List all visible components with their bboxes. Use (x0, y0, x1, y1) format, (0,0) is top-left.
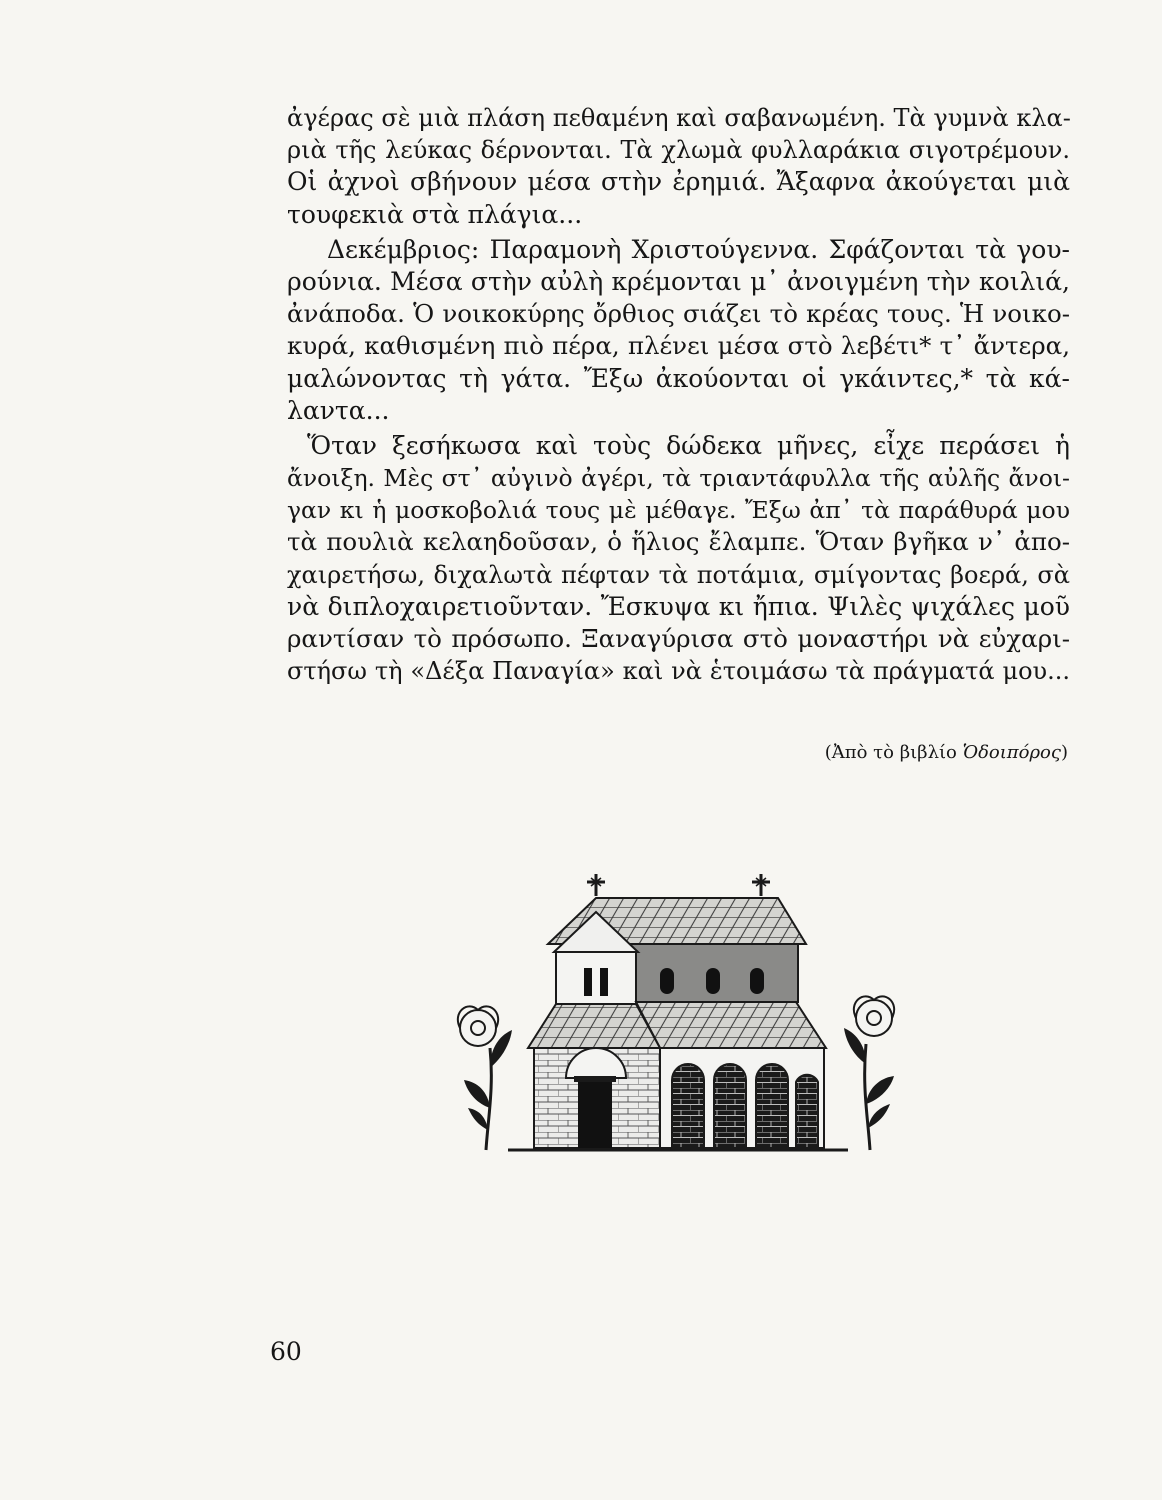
page-number: 60 (270, 1337, 302, 1366)
flower-icon (458, 1006, 512, 1150)
text-line: στήσω τὴ «Δέξα Παναγία» καὶ νὰ ἑτοιμάσω τὰ πράγματά μου... (287, 657, 1070, 686)
text-line: ἄνοιξη. Μὲς στ᾽ αὐγινὸ ἀγέρι, τὰ τριαντάφυλλα τῆς αὐλῆς ἄνοι- (287, 464, 1070, 493)
text-line: Οἱ ἀχνοὶ σβήνουν μέσα στὴν ἐρημιά. Ἄξαφνα ἀκούγεται μιὰ (287, 167, 1070, 197)
text-line: γαν κι ἡ μοσκοβολιά τους μὲ μέθαγε. Ἔξω ἀπ᾽ τὰ παράθυρά μου (287, 496, 1070, 525)
cross-icon (752, 874, 770, 896)
source-suffix: ) (1060, 742, 1068, 763)
source-prefix: (Ἀπὸ τὸ βιβλίο (824, 742, 963, 763)
text-line: κυρά, καθισμένη πιὸ πέρα, πλένει μέσα στὸ λεβέτι* τ᾽ ἄντερα, (287, 331, 1070, 361)
source-citation (825, 742, 1068, 763)
text-line: ραντίσαν τὸ πρόσωπο. Ξαναγύρισα στὸ μοναστήρι νὰ εὐχαρι- (287, 624, 1070, 653)
text-line: ἀνάποδα. Ὁ νοικοκύρης ὄρθιος σιάζει τὸ κρέας τους. Ἡ νοικο- (287, 299, 1070, 329)
text-line: τὰ πουλιὰ κελαηδοῦσαν, ὁ ἥλιος ἔλαμπε. Ὅταν βγῆκα ν᾽ ἀπο- (287, 527, 1070, 557)
monastery-church-illustration (438, 868, 916, 1160)
text-line: ριὰ τῆς λεύκας δέρνονται. Τὰ χλωμὰ φυλλαράκια σιγοτρέμουν. (287, 136, 1070, 165)
text-line: τουφεκιὰ στὰ πλάγια... (287, 199, 583, 229)
text-line: λαντα... (287, 395, 390, 425)
text-line: νὰ διπλοχαιρετιοῦνταν. Ἔσκυψα κι ἤπια. Ψιλὲς ψιχάλες μοῦ (287, 591, 1070, 621)
paragraph-2 (287, 234, 1070, 427)
text-line: Ὅταν ξεσήκωσα καὶ τοὺς δώδεκα μῆνες, εἶχε περάσει ἡ (307, 430, 1070, 460)
text-line: μαλώνοντας τὴ γάτα. Ἔξω ἀκούονται οἱ γκάιντες,* τὰ κά- (287, 363, 1070, 393)
text-line: χαιρετήσω, διχαλωτὰ πέφταν τὰ ποτάμια, σμίγοντας βοερά, σὰ (287, 560, 1070, 589)
paragraph-1 (287, 102, 1070, 231)
text-line: ρούνια. Μέσα στὴν αὐλὴ κρέμονται μ᾽ ἀνοιγμένη τὴν κοιλιά, (287, 266, 1070, 296)
body-text (287, 102, 1070, 687)
text-line: Δεκέμβριος: Παραμονὴ Χριστούγεννα. Σφάζονται τὰ γου- (327, 234, 1070, 264)
source-book-title: Ὁδοιπόρος (962, 742, 1061, 763)
flower-icon (844, 996, 894, 1150)
paragraph-3 (287, 430, 1070, 688)
cross-icon (587, 874, 605, 896)
text-line: ἀγέρας σὲ μιὰ πλάση πεθαμένη καὶ σαβανωμένη. Τὰ γυμνὰ κλα- (287, 104, 1071, 132)
